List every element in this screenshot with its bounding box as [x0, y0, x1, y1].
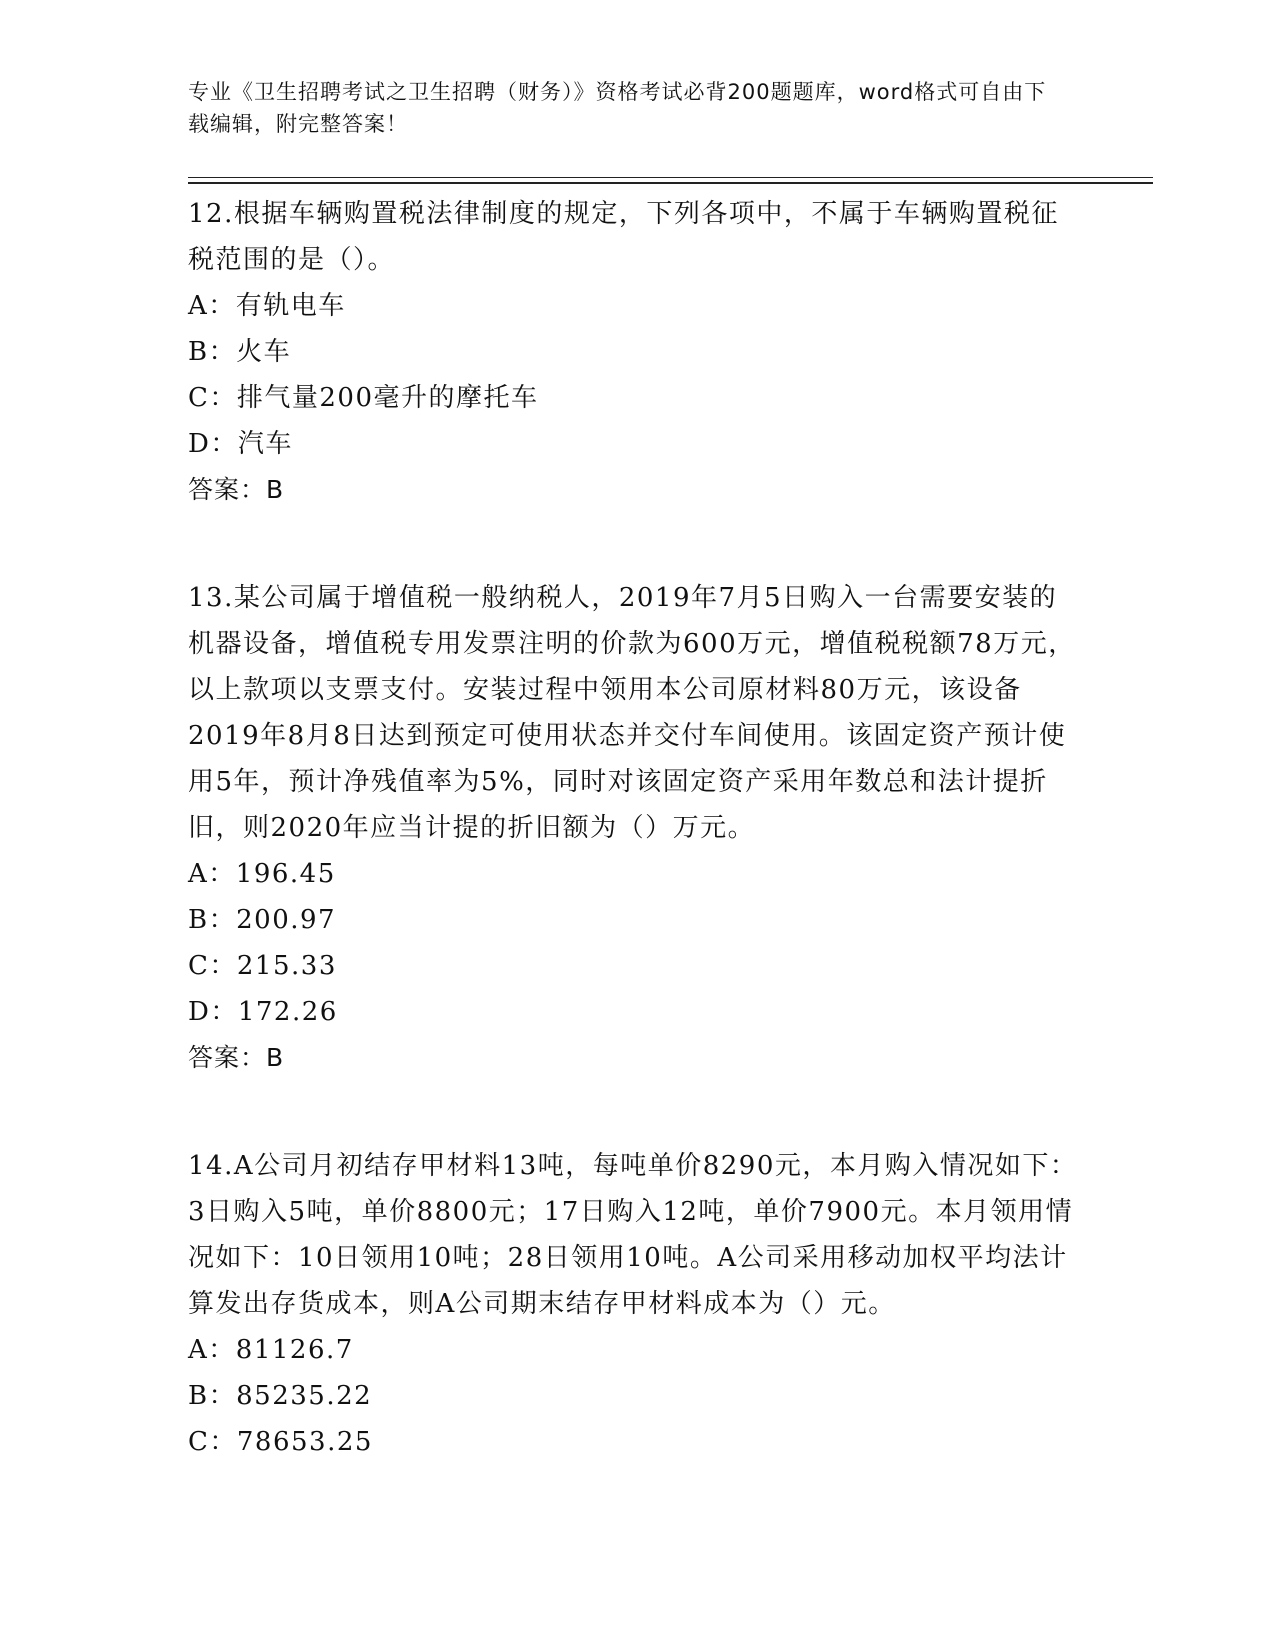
- question-stem: 13.某公司属于增值税一般纳税人，2019年7月5日购入一台需要安装的机器设备，增值税专用发票注明的价款为600万元，增值税税额78万元，以上款项以支票支付。安装过程中领用本公司原材料80万元，该设备2019年8月8日达到预定可使用状态并交付车间使用。该固定资产预计使用5年，预计净残值率为5%，同时对该固定资产采用年数总和法计提折旧，则2020年应当计提的折旧额为（）万元。: [188, 583, 1076, 843]
- question-14: [188, 1143, 1078, 1465]
- question-13: [188, 575, 1078, 1081]
- question-stem: 14.A公司月初结存甲材料13吨，每吨单价8290元，本月购入情况如下：3日购入5吨，单价8800元；17日购入12吨，单价7900元。本月领用情况如下：10日领用10吨；28日领用10吨。A公司采用移动加权平均法计算发出存货成本，则A公司期末结存甲材料成本为（）元。: [188, 1151, 1078, 1319]
- header-divider-thick: [188, 182, 1153, 184]
- option-c: C：215.33: [188, 951, 337, 981]
- answer-line: 答案：B: [188, 475, 285, 504]
- document-header: 专业《卫生招聘考试之卫生招聘（财务）》资格考试必背200题题库，word格式可自由下载编辑，附完整答案！: [188, 80, 1047, 136]
- option-d: D：172.26: [188, 997, 338, 1027]
- option-b: B：火车: [188, 337, 292, 367]
- option-b: B：200.97: [188, 905, 337, 935]
- option-a: A：196.45: [188, 859, 336, 889]
- option-c: C：排气量200毫升的摩托车: [188, 383, 539, 413]
- option-d: D：汽车: [188, 429, 293, 459]
- question-list: [188, 191, 1078, 1465]
- option-a: A：有轨电车: [188, 291, 346, 321]
- answer-line: 答案：B: [188, 1043, 285, 1072]
- question-12: [188, 191, 1078, 513]
- option-c: C：78653.25: [188, 1427, 373, 1457]
- question-stem: 12.根据车辆购置税法律制度的规定，下列各项中，不属于车辆购置税征税范围的是（）。: [188, 199, 1059, 275]
- header-divider-thin: [188, 177, 1153, 178]
- option-a: A：81126.7: [188, 1335, 354, 1365]
- option-b: B：85235.22: [188, 1381, 373, 1411]
